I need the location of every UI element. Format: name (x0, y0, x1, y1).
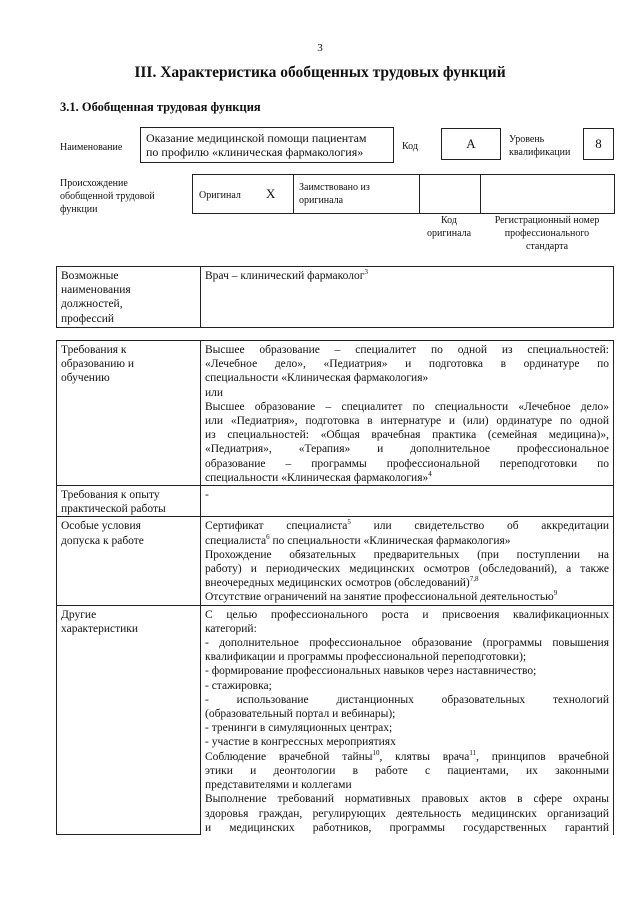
other-characteristics-value (201, 605, 614, 835)
function-name-box (140, 127, 394, 163)
education-label (57, 341, 201, 486)
text-fragment: , принципов врачебной (476, 750, 609, 763)
text-line (205, 576, 609, 590)
original-mark: X (266, 186, 276, 201)
text-line: Выполнение требований нормативных правовых актов в сфере охраны (205, 793, 609, 806)
origin-table (192, 174, 615, 214)
label-line: должностей, (61, 298, 123, 311)
borrowed-label-line: оригинала (299, 195, 344, 206)
reg-caption-line: профессионального (504, 228, 590, 239)
text-line: «Лечебное дело», «Педиатрия» и подготовка в ординатуре по (205, 358, 609, 371)
text-line: - стажировка; (205, 679, 272, 692)
other-characteristics-label (57, 605, 201, 835)
special-conditions-label (57, 517, 201, 605)
text-line: представителями и коллегами (205, 779, 352, 792)
text-line: квалификации и программы профессиональной переподготовки); (205, 651, 527, 664)
special-conditions-value (201, 517, 614, 605)
table-row (57, 341, 614, 486)
text-line: С целью профессионального роста и присвоения квалификационных (205, 608, 609, 621)
text-fragment: специальности «Клиническая фармакология» (205, 471, 429, 484)
text-line: (образовательный портал и вебинары); (205, 708, 396, 721)
text-line: или (205, 386, 224, 399)
reg-caption-line: Регистрационный номер (494, 215, 600, 226)
label-line: практической работы (61, 503, 166, 516)
code-value: А (441, 128, 501, 160)
text-fragment: Соблюдение врачебной тайны (205, 750, 373, 763)
divider (480, 175, 481, 213)
label-line: Особые условия (61, 520, 141, 533)
label-line: Другие (61, 608, 97, 621)
footnote-ref: 11 (469, 748, 477, 757)
reg-caption-line: стандарта (525, 241, 569, 252)
text-line: - формирование профессиональных навыков через наставничество; (205, 665, 537, 678)
positions-value (201, 267, 614, 328)
origin-label-line: Происхождение (60, 178, 128, 189)
level-label-line: Уровень (509, 134, 545, 145)
origin-label (60, 177, 155, 216)
text-line: - участие в конгрессных мероприятиях (205, 736, 396, 749)
text-line (205, 590, 609, 604)
label-line: наименования (61, 284, 131, 297)
function-name-line: по профилю «клиническая фармакология» (146, 145, 364, 159)
text-line: - дополнительное профессиональное образование (программы повышения (205, 637, 609, 650)
text-fragment: внеочередных медицинских осмотров (обследований) (205, 577, 470, 590)
label-line: допуска к работе (61, 534, 144, 547)
footnote-ref: 7,8 (469, 575, 479, 584)
text-line: специальности «Клиническая фармакология» (205, 372, 429, 385)
text-line: здоровья граждан, регулирующих деятельность медицинских организаций (205, 807, 609, 820)
text-line: Высшее образование – специалитет по специальности «Лечебное дело» (205, 400, 609, 413)
origin-label-line: функции (60, 204, 98, 215)
level-label (509, 133, 570, 159)
text-fragment: , клятвы врача (379, 750, 470, 763)
requirements-table (56, 340, 614, 835)
page-number: 3 (317, 42, 323, 54)
table-row (57, 517, 614, 605)
label-line: Возможные (61, 270, 119, 282)
text-line (205, 471, 609, 485)
section-title: III. Характеристика обобщенных трудовых функций (134, 64, 506, 81)
text-line: или «Педиатрия», подготовка в интернатуре и (или) ординатуре по одной (205, 415, 609, 428)
borrowed-label-line: Заимствовано из (299, 182, 370, 193)
text-line: работу) и периодических медицинских осмотров (обследований), а также (205, 563, 609, 576)
text-line: Высшее образование – специалитет по одной из специальностей: (205, 344, 609, 356)
original-label: Оригинал (199, 190, 241, 201)
footnote-ref: 4 (428, 470, 432, 478)
label-line: образованию и (61, 358, 134, 371)
text-fragment: Отсутствие ограничений на занятие профессиональной деятельностью (205, 591, 554, 604)
label-line: обучению (61, 372, 110, 385)
text-line: - тренинги в симуляционных центрах; (205, 722, 393, 735)
experience-value: - (201, 486, 614, 517)
text-fragment: или свидетельство об аккредитации (350, 520, 609, 533)
footnote-ref: 9 (553, 589, 558, 598)
code-caption (418, 214, 480, 240)
text-line: из специальностей: «Общая врачебная практика (семейная медицина)», (205, 429, 609, 442)
code-caption-line: оригинала (426, 228, 472, 239)
label-line: профессий (61, 312, 115, 325)
function-name-line: Оказание медицинской помощи пациентам (146, 131, 367, 145)
origin-label-line: обобщенной трудовой (60, 191, 155, 202)
divider (293, 175, 294, 213)
divider (419, 175, 420, 213)
footnote-ref: 10 (372, 748, 380, 757)
text-line: Прохождение обязательных предварительных (при поступлении на (205, 548, 609, 561)
positions-label (57, 267, 201, 328)
code-caption-line: Код (441, 215, 457, 226)
table-row (57, 605, 614, 835)
text-line: образование – программы профессиональной переподготовки по (205, 457, 609, 470)
reg-caption (480, 214, 614, 253)
text-fragment: по специальности «Клиническая фармакология» (269, 534, 511, 547)
subsection-title: 3.1. Обобщенная трудовая функция (60, 100, 261, 114)
table-row (57, 267, 614, 328)
text-line: «Педиатрия», «Терапия» и дополнительное профессиональное (205, 443, 609, 456)
table-row (57, 486, 614, 517)
text-line: этики и деонтологии в работе с пациентами, их законными (205, 764, 609, 777)
borrowed-label (299, 181, 370, 207)
footnote-ref: 5 (347, 518, 351, 527)
label-line: Требования к опыту (61, 489, 160, 502)
text-line (205, 534, 609, 548)
positions-table (56, 266, 614, 328)
footnote-ref: 3 (364, 268, 368, 277)
text-line: и медицинских работников, программы государственных гарантий (205, 821, 609, 834)
label-line: характеристики (61, 622, 139, 635)
text-line: категорий: (205, 622, 257, 635)
footnote-ref: 6 (266, 532, 270, 541)
text-line: - использование дистанционных образовательных технологий (205, 693, 609, 706)
text-fragment: Сертификат специалиста (205, 520, 348, 533)
experience-label (57, 486, 201, 517)
label-line: Требования к (61, 344, 127, 356)
text-line (205, 750, 609, 764)
position-title: Врач – клинический фармаколог (205, 270, 365, 282)
education-value (201, 341, 614, 486)
text-fragment: специалиста (205, 534, 267, 547)
level-value: 8 (583, 128, 614, 160)
name-label: Наименование (60, 142, 123, 153)
text-line (205, 519, 609, 533)
level-label-line: квалификации (509, 147, 571, 158)
code-label: Код (402, 141, 418, 152)
